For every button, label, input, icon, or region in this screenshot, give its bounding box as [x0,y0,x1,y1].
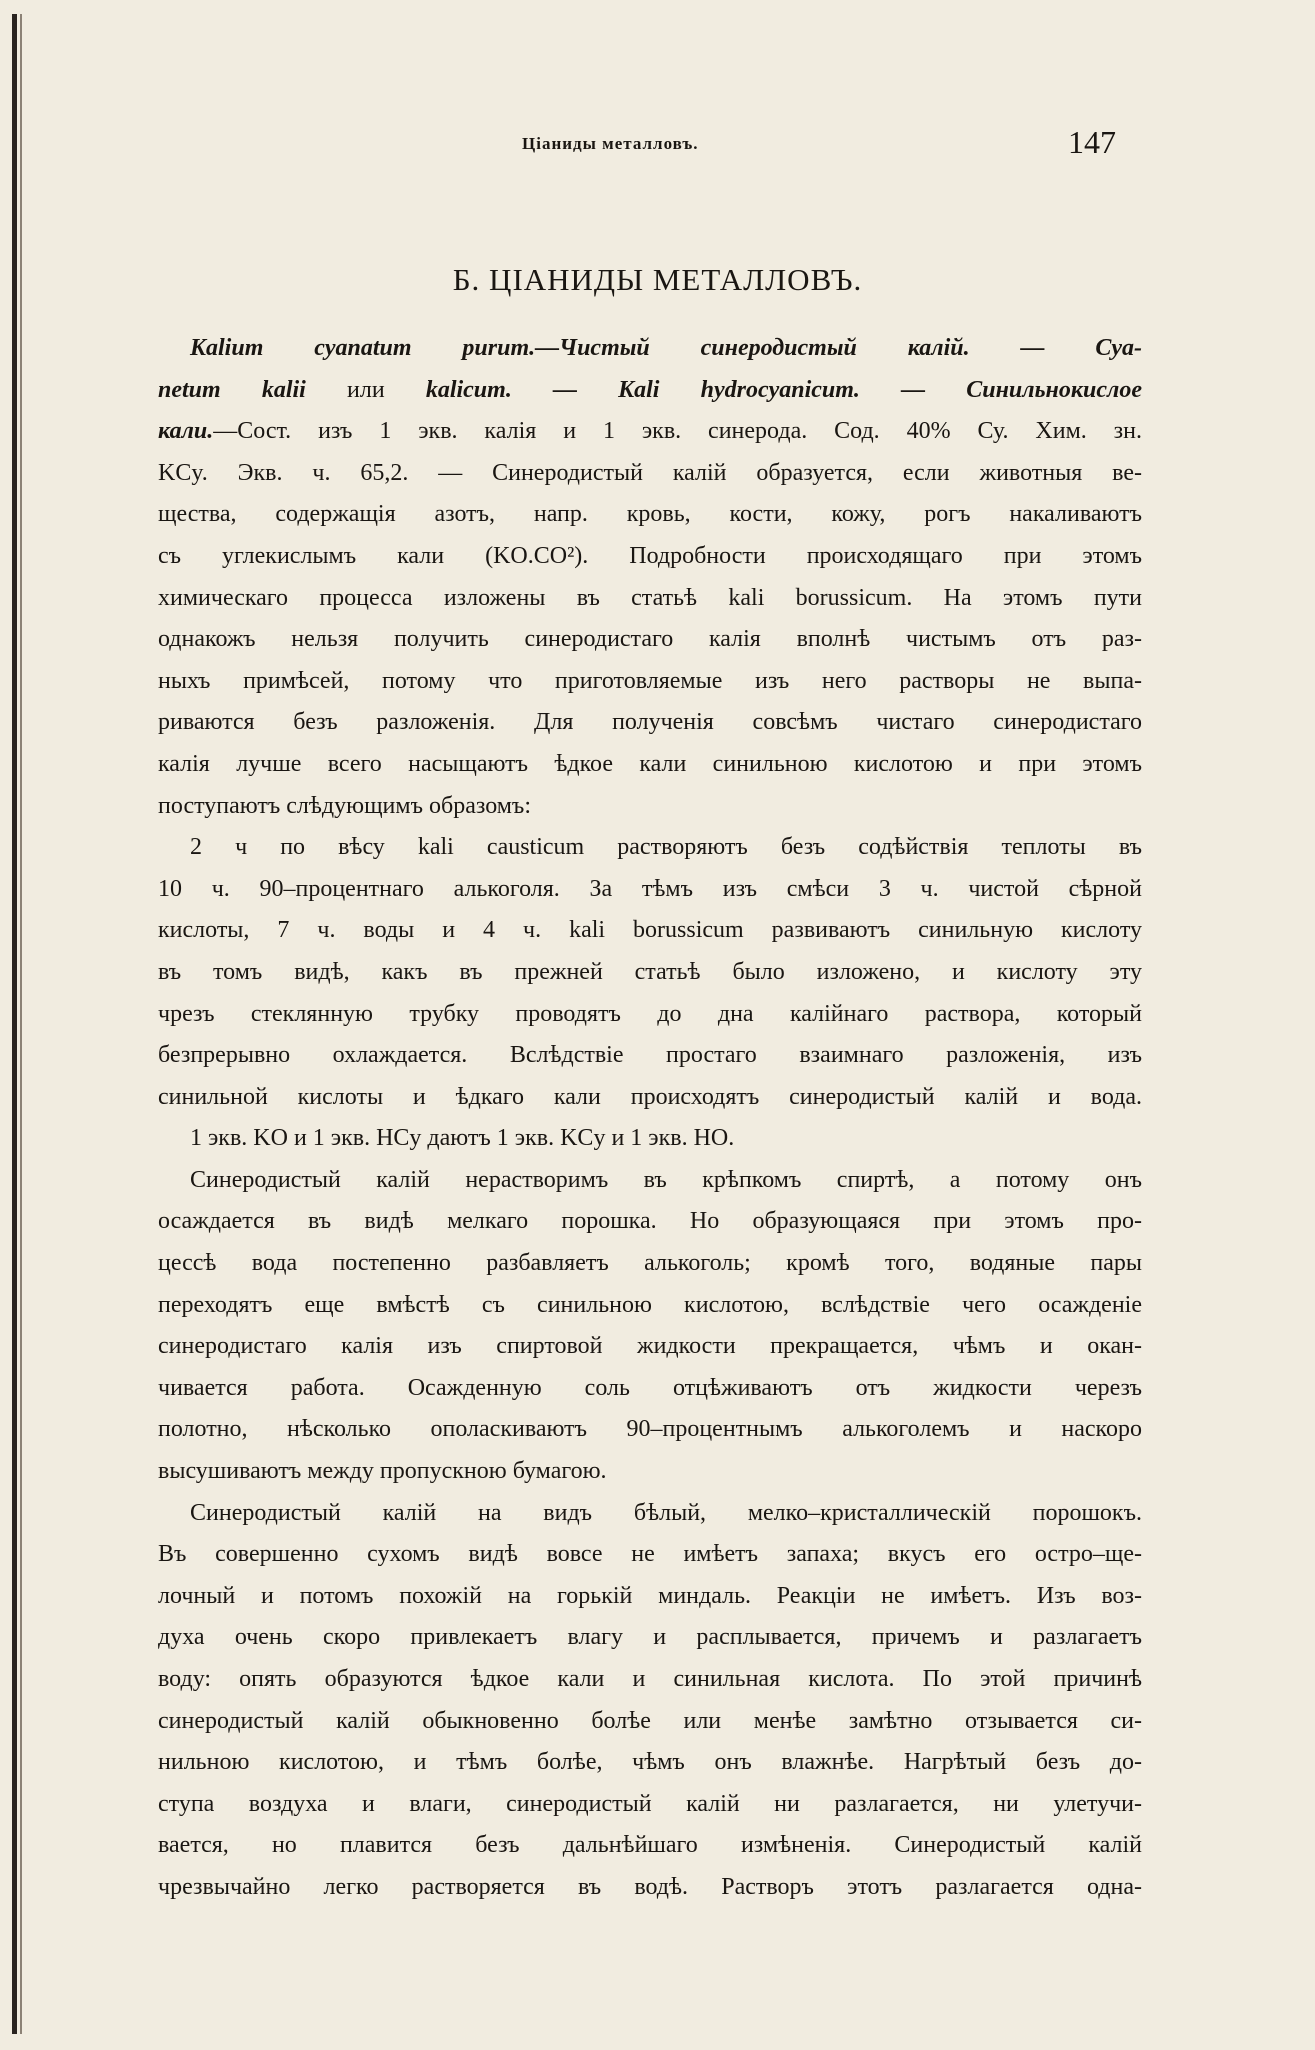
italic-term: Kalium cyanatum purum.—Чистый синеродистый калій. — Cya- [190,335,1142,361]
text-line [158,952,1142,994]
text-segment: чрезвычайно легко растворяется въ водѣ. Растворъ этотъ разлагается одна- [158,1873,1142,1900]
text-line [158,453,1142,495]
text-segment: 2 ч по вѣсу kali causticum растворяютъ безъ содѣйствія теплоты въ [190,834,1142,861]
text-segment: съ углекислымъ кали (KO.CO²). Подробности происходящаго при этомъ [158,542,1142,569]
text-segment: щества, содержащія азотъ, напр. кровь, кости, кожу, рогъ накаливаютъ [158,501,1142,528]
text-segment: цессѣ вода постепенно разбавляетъ алькоголь; кромѣ того, водяные пары [158,1250,1142,1277]
text-segment: переходятъ еще вмѣстѣ съ синильною кислотою, вслѣдствіе чего осажденіе [158,1291,1142,1318]
text-segment: калія лучше всего насыщаютъ ѣдкое кали синильною кислотою и при этомъ [158,750,1142,777]
body-text [158,328,1142,1909]
text-line [158,1493,1142,1535]
text-line [158,1451,1142,1493]
text-segment: 10 ч. 90–процентнаго алькоголя. За тѣмъ изъ смѣси 3 ч. чистой сѣрной [158,875,1142,902]
text-line [158,1659,1142,1701]
text-segment: полотно, нѣсколько ополаскиваютъ 90–процентнымъ алькоголемъ и наскоро [158,1416,1142,1443]
text-line [158,619,1142,661]
text-line [158,1742,1142,1784]
text-line [158,1243,1142,1285]
text-line [158,411,1142,453]
text-line [158,1409,1142,1451]
text-line [158,578,1142,620]
text-line [158,910,1142,952]
text-segment: 1 экв. KO и 1 экв. HCy даютъ 1 экв. KCy и 1 экв. HO. [190,1125,735,1152]
section-heading: Б. ЦІАНИДЫ МЕТАЛЛОВЪ. [452,262,863,297]
text-line [158,494,1142,536]
page-number: 147 [1068,124,1116,160]
text-segment: или [305,376,426,403]
text-segment: поступаютъ слѣдующимъ образомъ: [158,792,532,819]
text-segment: чрезъ стеклянную трубку проводятъ до дна калійнаго раствора, который [158,1000,1142,1027]
text-line [158,1160,1142,1202]
text-segment: высушиваютъ между пропускною бумагою. [158,1458,607,1485]
text-line [158,370,1142,412]
text-line [158,1576,1142,1618]
italic-term: кали. [158,418,214,445]
text-segment: однакожъ нельзя получить синеродистаго калія вполнѣ чистымъ отъ раз- [158,626,1142,653]
text-line [158,1035,1142,1077]
text-segment: синеродистаго калія изъ спиртовой жидкости прекращается, чѣмъ и окан- [158,1333,1142,1360]
text-segment: кислоты, 7 ч. воды и 4 ч. kali borussicum развиваютъ синильную кислоту [158,917,1142,944]
page-spine-edge [12,14,17,2034]
text-segment: химическаго процесса изложены въ статьѣ kali borussicum. На этомъ пути [158,584,1142,611]
page-spine-shadow [20,14,22,2034]
text-line [158,1077,1142,1119]
text-line [158,827,1142,869]
text-line [158,1368,1142,1410]
text-segment: въ томъ видѣ, какъ въ прежней статьѣ было изложено, и кислоту эту [158,958,1142,985]
text-line [158,1617,1142,1659]
italic-term: kalicum. — Kali hydrocyanicum. — Синильнокислое [425,376,1142,403]
text-segment: духа очень скоро привлекаетъ влагу и расплывается, причемъ и разлагаетъ [158,1624,1142,1651]
text-line [158,702,1142,744]
text-line [158,744,1142,786]
text-segment: —Сост. изъ 1 экв. калія и 1 экв. синерода. Сод. 40% Су. Хим. зн. [213,418,1142,445]
text-segment: безпрерывно охлаждается. Вслѣдствіе простаго взаимнаго разложенія, изъ [158,1042,1142,1069]
text-segment: Въ совершенно сухомъ видѣ вовсе не имѣетъ запаха; вкусъ его остро–ще- [158,1541,1142,1568]
running-head: Ціаниды металловъ. [522,134,699,153]
text-line [158,1326,1142,1368]
text-segment: KCy. Экв. ч. 65,2. — Синеродистый калій образуется, если животныя ве- [158,459,1142,486]
text-line [158,869,1142,911]
text-line [158,1285,1142,1327]
text-line [158,328,1142,370]
italic-term: netum kalii [158,376,306,403]
text-segment: лочный и потомъ похожій на горькій миндаль. Реакціи не имѣетъ. Изъ воз- [158,1582,1142,1609]
text-line [158,1784,1142,1826]
text-segment: нильною кислотою, и тѣмъ болѣе, чѣмъ онъ влажнѣе. Нагрѣтый безъ до- [158,1749,1142,1776]
text-line [158,1118,1142,1160]
text-segment: Синеродистый калій на видъ бѣлый, мелко–кристаллическій порошокъ. [190,1499,1142,1526]
text-segment: ступа воздуха и влаги, синеродистый калій ни разлагается, ни улетучи- [158,1790,1142,1817]
text-segment: синеродистый калій обыкновенно болѣе или менѣе замѣтно отзывается си- [158,1707,1142,1734]
text-segment: синильной кислоты и ѣдкаго кали происходятъ синеродистый калій и вода. [158,1083,1142,1110]
text-line [158,536,1142,578]
text-line [158,661,1142,703]
text-segment: риваются безъ разложенія. Для полученія совсѣмъ чистаго синеродистаго [158,709,1142,736]
text-segment: чивается работа. Осажденную соль отцѣживаютъ отъ жидкости черезъ [158,1374,1142,1401]
text-line [158,786,1142,828]
text-segment: воду: опять образуются ѣдкое кали и синильная кислота. По этой причинѣ [158,1666,1142,1692]
text-segment: осаждается въ видѣ мелкаго порошка. Но образующаяся при этомъ про- [158,1208,1142,1235]
text-segment: вается, но плавится безъ дальнѣйшаго измѣненія. Синеродистый калій [158,1832,1142,1859]
text-segment: ныхъ примѣсей, потому что приготовляемые изъ него растворы не выпа- [158,667,1142,694]
text-line [158,1534,1142,1576]
text-line [158,994,1142,1036]
text-line [158,1825,1142,1867]
text-line [158,1201,1142,1243]
text-segment: Синеродистый калій нерастворимъ въ крѣпкомъ спиртѣ, а потому онъ [190,1166,1142,1193]
text-line [158,1701,1142,1743]
text-line [158,1867,1142,1909]
